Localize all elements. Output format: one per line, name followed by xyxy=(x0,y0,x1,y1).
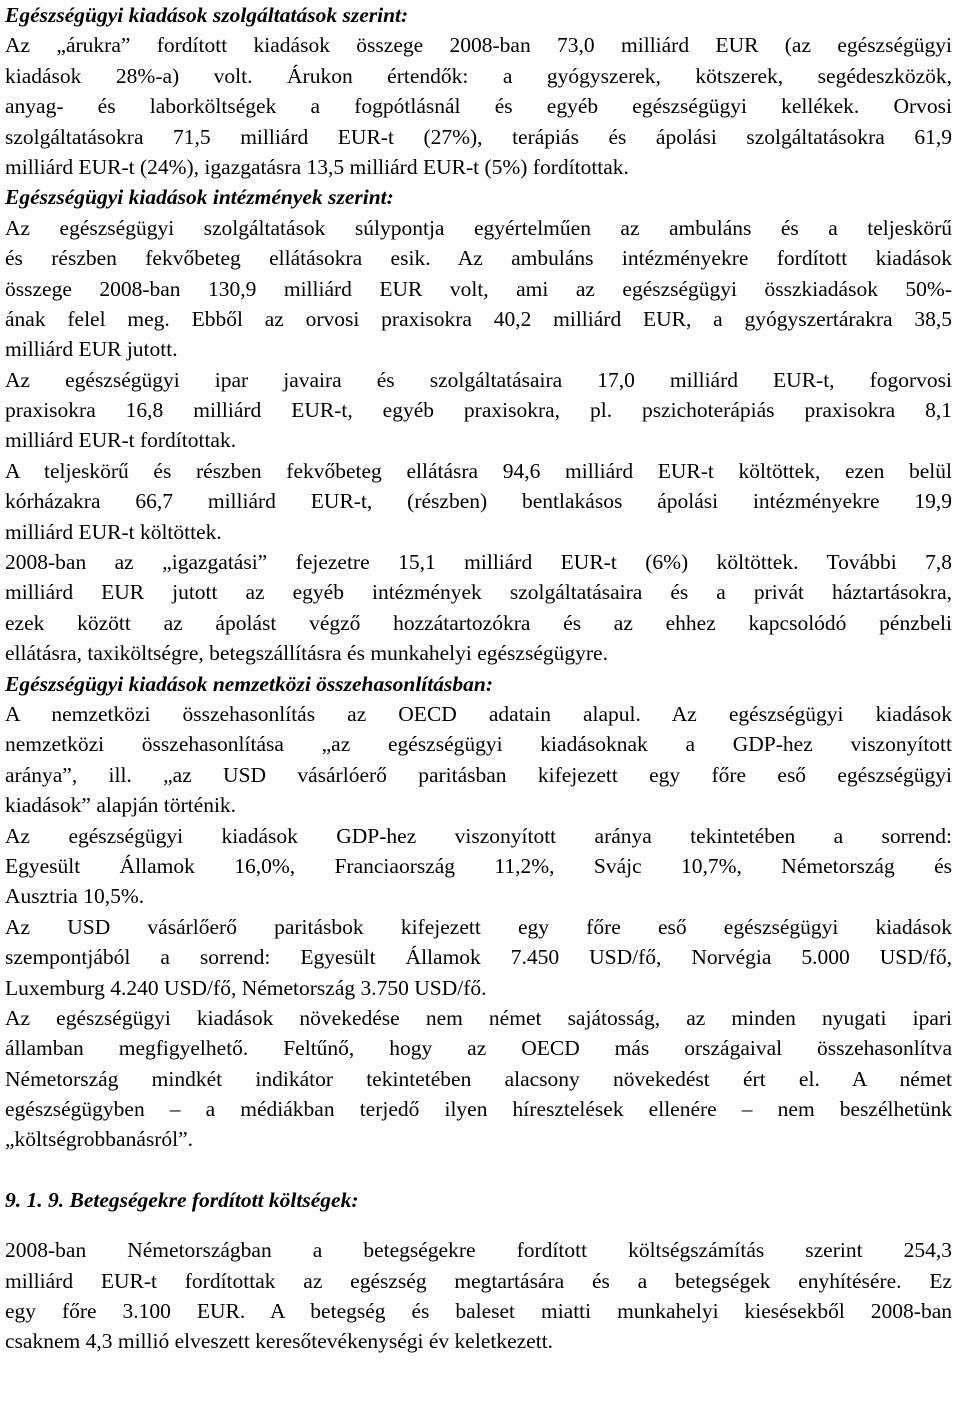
text-line: összege 2008-ban 130,9 milliárd EUR volt, ami az egészségügyi összkiadások 50%- xyxy=(5,276,952,301)
text-line: Az „árukra” fordított kiadások összege 2008-ban 73,0 milliárd EUR (az egészségügyi xyxy=(5,33,952,58)
section-heading-disease-costs: 9. 1. 9. Betegségekre fordított költségek: xyxy=(5,1187,359,1212)
text-line: Az USD vásárlőerő paritásbok kifejezett egy főre eső egészségügyi kiadások xyxy=(5,914,952,939)
text-line: és részben fekvőbeteg ellátásokra esik. Az ambuláns intézményekre fordított kiadások xyxy=(5,246,952,271)
text-line: milliárd EUR-t fordítottak. xyxy=(5,428,237,453)
text-line: 2008-ban az „igazgatási” fejezetre 15,1 milliárd EUR-t (6%) költöttek. További 7,8 xyxy=(5,550,952,575)
text-line: Az egészségügyi kiadások GDP-hez viszonyított aránya tekintetében a sorrend: xyxy=(5,823,952,848)
text-line: nemzetközi összehasonlítása „az egészségügyi kiadásoknak a GDP-hez viszonyított xyxy=(5,732,952,757)
text-line: milliárd EUR-t (24%), igazgatásra 13,5 milliárd EUR-t (5%) fordítottak. xyxy=(5,154,629,179)
text-line: „költségrobbanásról”. xyxy=(5,1127,194,1152)
text-line: kiadások” alapján történik. xyxy=(5,793,237,818)
text-line: aránya”, ill. „az USD vásárlóerő paritásban kifejezett egy főre eső egészségügyi xyxy=(5,762,952,787)
text-line: egészségügyben – a médiákban terjedő ilyen híresztelések ellenére – nem beszélhetünk xyxy=(5,1097,952,1122)
text-line: szolgáltatásokra 71,5 milliárd EUR-t (27%), terápiás és ápolási szolgáltatásokra 61,9 xyxy=(5,124,952,149)
text-line: Ausztria 10,5%. xyxy=(5,884,145,909)
spacer xyxy=(5,1155,952,1185)
text-line: Luxemburg 4.240 USD/fő, Németország 3.750 USD/fő. xyxy=(5,975,487,1000)
text-line: szempontjából a sorrend: Egyesült Államok 7.450 USD/fő, Norvégia 5.000 USD/fő, xyxy=(5,945,952,970)
text-line: A nemzetközi összehasonlítás az OECD adatain alapul. Az egészségügyi kiadások xyxy=(5,701,952,726)
text-line: Németország mindkét indikátor tekintetében alacsony növekedést ért el. A német xyxy=(5,1066,952,1091)
text-line: milliárd EUR-t fordítottak az egészség megtartására és a betegségek enyhítésére. Ez xyxy=(5,1268,952,1293)
text-line: Az egészségügyi szolgáltatások súlypontja egyértelműen az ambuláns és a teljeskörű xyxy=(5,215,952,240)
text-line: Az egészségügyi kiadások növekedése nem német sajátosság, az minden nyugati ipari xyxy=(5,1005,952,1030)
text-line: egy főre 3.100 EUR. A betegség és baleset miatti munkahelyi kiesésekből 2008-ban xyxy=(5,1299,952,1324)
text-line: államban megfigyelhető. Feltűnő, hogy az OECD más országaival összehasonlítva xyxy=(5,1036,952,1061)
spacer xyxy=(5,1215,952,1235)
text-line: praxisokra 16,8 milliárd EUR-t, egyéb praxisokra, pl. pszichoterápiás praxisokra 8,1 xyxy=(5,398,952,423)
heading-by-services: Egészségügyi kiadások szolgáltatások szerint: xyxy=(5,3,409,27)
heading-by-institutions: Egészségügyi kiadások intézmények szerint: xyxy=(5,185,394,210)
text-line: csaknem 4,3 millió elveszett keresőtevékenységi év keletkezett. xyxy=(5,1329,554,1354)
text-line: milliárd EUR-t költöttek. xyxy=(5,519,222,544)
text-line: ának felel meg. Ebből az orvosi praxisokra 40,2 milliárd EUR, a gyógyszertárakra 38,5 xyxy=(5,306,952,331)
text-line: Egyesült Államok 16,0%, Franciaország 11,2%, Svájc 10,7%, Németország és xyxy=(5,853,952,878)
text-line: kiadások 28%-a) volt. Árukon értendők: a gyógyszerek, kötszerek, segédeszközök, xyxy=(5,63,952,88)
text-line: ellátásra, taxiköltségre, betegszállításra és munkahelyi egészségügyre. xyxy=(5,641,608,666)
text-line: ezek között az ápolást végző hozzátartozókra és az ehhez kapcsolódó pénzbeli xyxy=(5,610,952,635)
text-line: anyag- és laborköltségek a fogpótlásnál és egyéb egészségügyi kellékek. Orvosi xyxy=(5,94,952,119)
text-line: kórházakra 66,7 milliárd EUR-t, (részben) bentlakásos ápolási intézményekre 19,9 xyxy=(5,489,952,514)
text-line: 2008-ban Németországban a betegségekre fordított költségszámítás szerint 254,3 xyxy=(5,1238,952,1263)
text-line: A teljeskörű és részben fekvőbeteg ellátásra 94,6 milliárd EUR-t költöttek, ezen belül xyxy=(5,458,952,483)
heading-international-comparison: Egészségügyi kiadások nemzetközi összehasonlításban: xyxy=(5,671,493,696)
text-line: milliárd EUR jutott az egyéb intézmények szolgáltatásaira és a privát háztartásokra, xyxy=(5,580,952,605)
text-line: Az egészségügyi ipar javaira és szolgáltatásaira 17,0 milliárd EUR-t, fogorvosi xyxy=(5,367,952,392)
text-line: milliárd EUR jutott. xyxy=(5,337,178,362)
